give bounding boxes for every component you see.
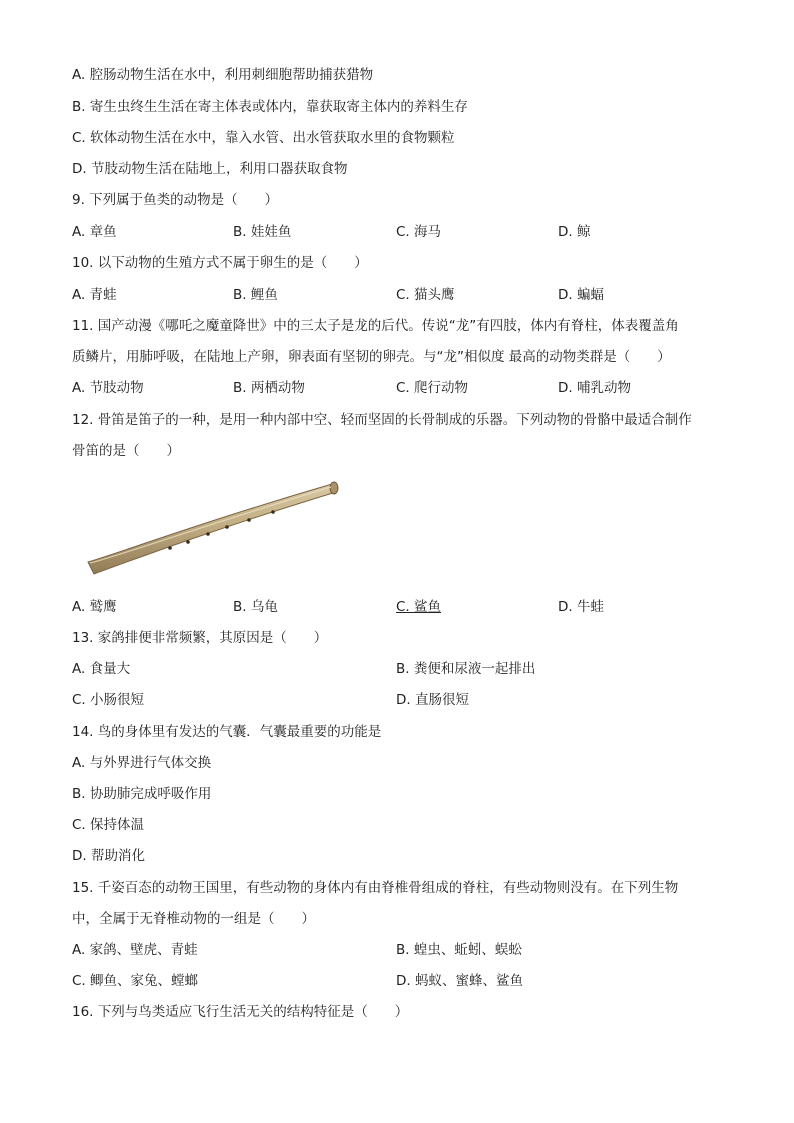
q11-option-d: D. 哺乳动物	[558, 380, 631, 396]
q12-option-a: A. 鹫鹰	[72, 599, 117, 615]
q12-option-c: C. 鲨鱼	[396, 599, 442, 615]
q11-stem-line1: 11. 国产动漫《哪吒之魔童降世》中的三太子是龙的后代。传说“龙”有四肢，体内有脊柱，体表覆盖角	[72, 318, 679, 334]
q12-stem-line2: 骨笛的是（ ）	[72, 443, 180, 459]
q12-stem-line1: 12. 骨笛是笛子的一种，是用一种内部中空、轻而坚固的长骨制成的乐器。下列动物的骨骼中最适合制作	[72, 412, 692, 428]
q13-stem: 13. 家鸽排便非常频繁，其原因是（ ）	[72, 630, 328, 646]
q8-option-a: A. 腔肠动物生活在水中，利用刺细胞帮助捕获猎物	[72, 67, 374, 83]
q12-option-d: D. 牛蛙	[558, 599, 604, 615]
flute-body	[88, 482, 338, 574]
q15-stem-line2: 中，全属于无脊椎动物的一组是（ ）	[72, 911, 315, 927]
q14-option-b: B. 协助肺完成呼吸作用	[72, 786, 212, 802]
q10-option-a: A. 青蛙	[72, 287, 117, 303]
q9-stem: 9. 下列属于鱼类的动物是（ ）	[72, 192, 279, 208]
q15-option-d: D. 蚂蚁、蜜蜂、鲨鱼	[396, 973, 523, 989]
q13-option-b: B. 粪便和尿液一起排出	[396, 661, 536, 677]
q9-option-c: C. 海马	[396, 224, 442, 240]
q14-option-d: D. 帮助消化	[72, 848, 145, 864]
q13-options-row1	[72, 659, 722, 679]
q10-option-c: C. 猫头鹰	[396, 287, 455, 303]
q10-option-b: B. 鲤鱼	[233, 287, 278, 303]
q15-option-a: A. 家鸽、壁虎、青蛙	[72, 942, 198, 958]
flute-end	[330, 482, 338, 494]
q15-options-row2	[72, 971, 722, 991]
q15-options-row1	[72, 940, 722, 960]
q11-option-b: B. 两栖动物	[233, 380, 305, 396]
bone-flute-image	[82, 470, 344, 580]
q15-option-b: B. 蝗虫、蚯蚓、蜈蚣	[396, 942, 522, 958]
q9-option-d: D. 鲸	[558, 224, 591, 240]
q13-option-d: D. 直肠很短	[396, 692, 469, 708]
q15-stem-line1: 15. 千姿百态的动物王国里，有些动物的身体内有由脊椎骨组成的脊柱，有些动物则没有。在下列生物	[72, 880, 679, 896]
q11-stem-line2: 质鳞片，用肺呼吸，在陆地上产卵，卵表面有坚韧的卵壳。与“龙”相似度 最高的动物类群是（ ）	[72, 349, 671, 365]
q13-options-row2	[72, 690, 722, 710]
q9-option-a: A. 章鱼	[72, 224, 117, 240]
q15-option-c: C. 鲫鱼、家兔、螳螂	[72, 973, 199, 989]
q12-options	[72, 597, 722, 617]
q13-option-a: A. 食量大	[72, 661, 131, 677]
q11-option-a: A. 节肢动物	[72, 380, 144, 396]
q14-option-a: A. 与外界进行气体交换	[72, 755, 212, 771]
q10-stem: 10. 以下动物的生殖方式不属于卵生的是（ ）	[72, 255, 368, 271]
q9-options	[72, 222, 722, 242]
q14-stem: 14. 鸟的身体里有发达的气囊．气囊最重要的功能是	[72, 724, 382, 740]
q10-options	[72, 285, 722, 305]
q10-option-d: D. 蝙蝠	[558, 287, 604, 303]
q11-options	[72, 378, 722, 398]
q16-stem: 16. 下列与鸟类适应飞行生活无关的结构特征是（ ）	[72, 1004, 409, 1020]
q8-option-b: B. 寄生虫终生生活在寄主体表或体内，靠获取寄主体内的养料生存	[72, 99, 468, 115]
q11-option-c: C. 爬行动物	[396, 380, 469, 396]
q12-option-b: B. 乌龟	[233, 599, 278, 615]
q8-option-d: D. 节肢动物生活在陆地上，利用口器获取食物	[72, 161, 348, 177]
q13-option-c: C. 小肠很短	[72, 692, 145, 708]
q9-option-b: B. 娃娃鱼	[233, 224, 292, 240]
q8-option-c: C. 软体动物生活在水中，靠入水管、出水管获取水里的食物颗粒	[72, 130, 455, 146]
q14-option-c: C. 保持体温	[72, 817, 145, 833]
